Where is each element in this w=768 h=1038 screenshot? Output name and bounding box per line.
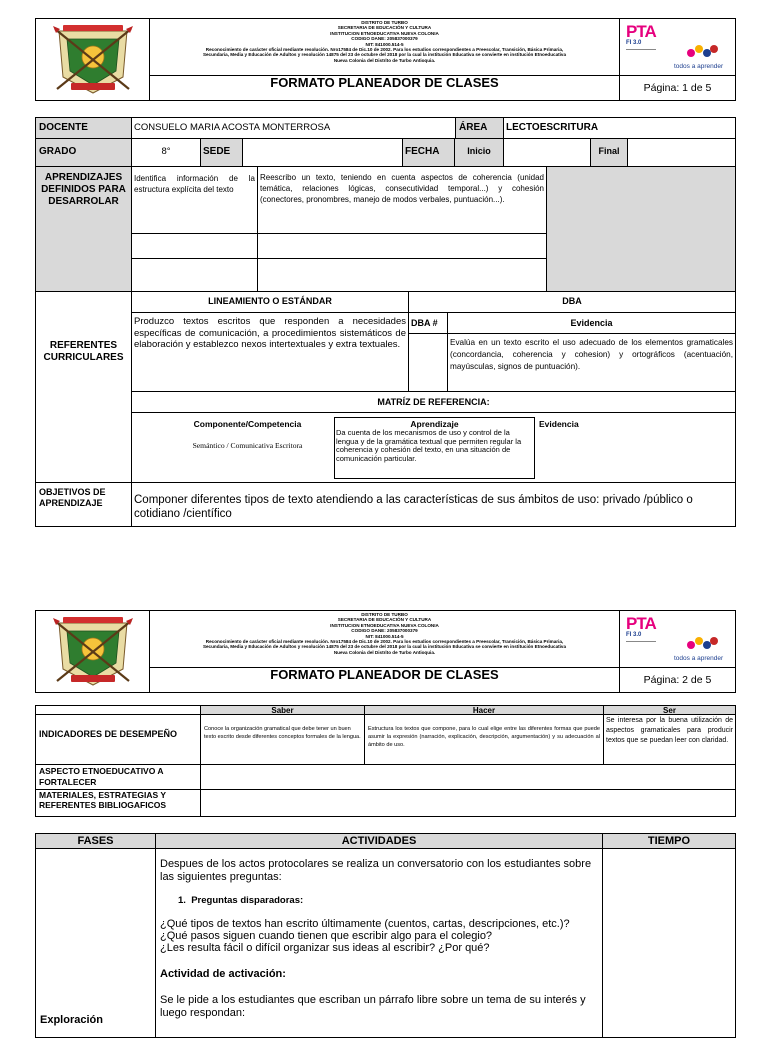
fases-label: FASES	[77, 835, 114, 847]
grado-value-cell	[131, 138, 201, 167]
institution-header-text	[150, 611, 619, 668]
inst-line: INSTITUCION ETNOEDUCATIVA NUEVA COLONIA	[330, 622, 439, 628]
fase-cell	[35, 848, 156, 1038]
inst-line: Nueva Colonia del Distrito de Turbo Antioquia.	[333, 649, 436, 655]
ser-text-cell	[603, 714, 736, 765]
form-title: FORMATO PLANEADOR DE CLASES	[270, 667, 499, 682]
aspecto-label: ASPECTO ETNOEDUCATIVO A FORTALECER	[39, 766, 164, 787]
sede-label-cell	[200, 138, 243, 167]
lineamiento-text: Produzco textos escritos que responden a necesidades específicas de comunicación, a procedimientos sistemáticos de elaboración y establezco nexos intertextuales y extra textuales.	[134, 316, 406, 350]
sede-label: SEDE	[203, 146, 231, 157]
fase-exploracion: Exploración	[40, 1014, 103, 1026]
final-label-cell	[590, 138, 628, 167]
aprendizaje-empty-cell	[257, 233, 547, 259]
form-title: FORMATO PLANEADOR DE CLASES	[270, 75, 499, 90]
dba-num-label: DBA #	[411, 318, 438, 328]
aprendizaje-empty-cell	[131, 233, 258, 259]
grado-value: 8°	[161, 146, 171, 157]
hacer-text-cell	[364, 714, 604, 765]
final-value-cell	[627, 138, 736, 167]
actividad-paragraph: Se le pide a los estudiantes que escriban un párrafo libre sobre un tema de su interés y luego respondan:	[160, 994, 586, 1019]
evidencia2-label: Evidencia	[539, 419, 579, 429]
fecha-label: FECHA	[405, 146, 440, 157]
inst-line: NIT: 841000.514-5	[365, 633, 404, 639]
docente-value-cell	[131, 117, 456, 139]
institution-block	[150, 611, 620, 692]
aprender-people-icon	[686, 43, 720, 59]
objetivos-label-cell	[35, 482, 132, 527]
matriz-header-cell	[131, 391, 736, 413]
docente-label-cell	[35, 117, 132, 139]
institution-block	[150, 19, 620, 100]
actividad-heading1-num: 1.	[178, 895, 186, 906]
header-page2	[35, 610, 736, 693]
materiales-label-cell	[35, 789, 201, 817]
indicadores-label-cell	[35, 714, 201, 765]
saber-text: Conoce la organización gramatical que debe tener un buen texto escrito desde diferentes conceptos formales de la lengua.	[204, 726, 361, 740]
inst-line: SECRETARIA DE EDUCACIÓN Y CULTURA	[337, 617, 432, 623]
evidencia-text-cell	[447, 333, 736, 392]
objetivos-label: OBJETIVOS DE APRENDIZAJE	[39, 487, 106, 508]
inst-line: CODIGO DANE: 205837000379	[351, 628, 418, 634]
aprendizaje2-cell	[257, 166, 547, 234]
tiempo-label: TIEMPO	[647, 835, 691, 847]
sede-value-cell	[242, 138, 403, 167]
grado-label: GRADO	[39, 146, 77, 157]
pta-logo-text: PTA	[626, 614, 656, 633]
actividades-header-cell	[155, 833, 603, 849]
docente-value: CONSUELO MARIA ACOSTA MONTERROSA	[134, 122, 331, 133]
inst-line: SECRETARIA DE EDUCACIÓN Y CULTURA	[337, 25, 432, 31]
inst-line: DISTRITO DE TURBO	[361, 20, 408, 25]
inst-line: DISTRITO DE TURBO	[361, 612, 408, 617]
ser-label: Ser	[663, 706, 676, 715]
school-crest-logo	[36, 19, 150, 100]
dba-header-cell	[408, 291, 736, 313]
actividad-heading1	[156, 883, 602, 906]
lineamiento-label: LINEAMIENTO O ESTÁNDAR	[208, 296, 332, 306]
area-label: ÁREA	[459, 122, 488, 133]
aprender-people-icon	[686, 635, 720, 651]
inst-line: Reconocimiento de carácter oficial mediante resolución. Nro17584 de Dic.10 de 2002. Para los estudios correspondientes a Preescolar, Transición, Básica Primaria,	[205, 47, 564, 53]
aspecto-label-cell	[35, 764, 201, 790]
pta-block	[620, 19, 735, 100]
hacer-text: Estructura los textos que compone, para lo cual elige entre las diferentes formas que puede asumir la expresión (narración, explicación, descripción, argumentación) y su adecuación al ámbito de uso.	[368, 726, 600, 748]
aprender-text: todos a aprender	[674, 655, 724, 662]
evidencia-text: Evalúa en un texto escrito el uso adecuado de los elementos gramaticales (concordancia, coherencia y cohesion) y ortográficos (acentuación, mayúsculas, signos de puntuación).	[450, 338, 733, 371]
institution-header-text	[150, 19, 619, 76]
inicio-label: Inicio	[467, 146, 491, 156]
pta-logo	[620, 611, 735, 668]
evidencia-header-cell	[447, 312, 736, 334]
fecha-label-cell	[402, 138, 455, 167]
aprendizaje-matriz-label: Aprendizaje	[410, 419, 459, 429]
ser-text: Se interesa por la buena utilización de aspectos gramaticales para producir textos que se puedan leer con claridad.	[606, 717, 733, 744]
materiales-label: MATERIALES, ESTRATEGIAS Y REFERENTES BIBLIOGAFICOS	[39, 790, 167, 810]
pta-rule	[626, 49, 656, 55]
objetivos-value-cell	[131, 482, 736, 527]
aprendizaje-matriz-cell	[334, 417, 535, 479]
actividad-heading1-text: Preguntas disparadoras:	[191, 895, 304, 906]
aprendizaje1-text: Identifica información de la estructura explícita del texto	[134, 174, 255, 194]
inst-line: Secundaria, Media y Educación de Adultos y resolución 14875 del 23 de octubre del 2018 por la cual la institución Educativa se convierte en institución Etnoeducativa	[202, 52, 567, 58]
dba-label: DBA	[562, 296, 582, 306]
school-crest-logo	[36, 611, 150, 692]
aprendizaje1-cell	[131, 166, 258, 234]
inst-line: Secundaria, Media y Educación de Adultos y resolución 14875 del 23 de octubre del 2018 por la cual la institución Educativa se convierte en institución Etnoeducativa	[202, 644, 567, 650]
grado-label-cell	[35, 138, 132, 167]
componente-value: Semántico / Comunicativa Escritora	[192, 441, 303, 450]
objetivos-value: Componer diferentes tipos de texto atendiendo a las características de sus ámbitos de uso: privado /público o cotidiano /científico	[134, 494, 693, 520]
area-value-cell	[503, 117, 736, 139]
actividad-question: ¿Qué pasos siguen cuando tienen que escribir algo para el colegio?	[160, 930, 493, 942]
referentes-label-cell	[35, 291, 132, 483]
actividades-label: ACTIVIDADES	[341, 835, 417, 847]
aspecto-value-cell	[200, 764, 736, 790]
pta-sub: FI 3.0	[626, 632, 642, 638]
aprendizajes-label: APRENDIZAJES DEFINIDOS PARA DESARROLAR	[41, 172, 126, 207]
actividad-intro: Despues de los actos protocolares se realiza un conversatorio con los estudiantes sobre las siguientes preguntas:	[160, 858, 592, 883]
aprendizaje-matriz-text: Da cuenta de los mecanismos de uso y control de la lengua y de la gramática textual que permiten regular la coherencia y cohesión del texto, en una situación de comunicación particular.	[336, 428, 522, 463]
tiempo-cell	[602, 848, 736, 1038]
dba-num-value-cell	[408, 333, 448, 392]
saber-text-cell	[200, 714, 365, 765]
docente-label: DOCENTE	[39, 122, 88, 133]
inst-line: NIT: 841000.514-5	[365, 41, 404, 47]
actividad-question: ¿Qué tipos de textos han escrito últimamente (cuentos, cartas, descripciones, etc.)?	[160, 918, 570, 930]
inst-line: CODIGO DANE: 205837000379	[351, 36, 418, 42]
inicio-label-cell	[454, 138, 504, 167]
area-label-cell	[455, 117, 504, 139]
lineamiento-text-cell	[131, 312, 409, 392]
saber-label: Saber	[271, 706, 294, 715]
aprendizaje2-text: Reescribo un texto, teniendo en cuenta aspectos de coherencia (unidad temática, relaciones lógicas, consecutividad temporal...) y cohesión (conectores, pronombres, manejo de modos verbales, puntuación...).	[260, 173, 544, 204]
aprendizajes-label-cell	[35, 166, 132, 292]
hacer-label: Hacer	[472, 706, 496, 715]
pta-logo	[620, 19, 735, 76]
matriz-label: MATRÍZ DE REFERENCIA:	[377, 397, 490, 407]
final-label: Final	[598, 146, 620, 156]
aprendizaje-empty-cell	[131, 258, 258, 292]
pta-block	[620, 611, 735, 692]
componente-label: Componente/Competencia	[193, 419, 302, 429]
actividad-question: ¿Les resulta fácil o difícil organizar sus ideas al escribir? ¿Por qué?	[160, 942, 490, 954]
fases-header-cell	[35, 833, 156, 849]
inicio-value-cell	[503, 138, 591, 167]
pta-rule	[626, 641, 656, 647]
page-number: Página: 2 de 5	[643, 674, 712, 686]
page-number: Página: 1 de 5	[643, 82, 712, 94]
pta-logo-text: PTA	[626, 22, 656, 41]
dba-num-cell	[408, 312, 448, 334]
tiempo-header-cell	[602, 833, 736, 849]
referentes-label: REFERENTES CURRICULARES	[43, 340, 124, 363]
pta-sub: FI 3.0	[626, 40, 642, 46]
area-value: LECTOESCRITURA	[506, 122, 599, 133]
materiales-value-cell	[200, 789, 736, 817]
aprendizaje-side-cell	[546, 166, 736, 292]
indicadores-label: INDICADORES DE DESEMPEÑO	[39, 729, 178, 739]
inst-line: Reconocimiento de carácter oficial mediante resolución. Nro17584 de Dic.10 de 2002. Para los estudios correspondientes a Preescolar, Transición, Básica Primaria,	[205, 639, 564, 645]
aprender-text: todos a aprender	[674, 63, 724, 70]
inst-line: Nueva Colonia del Distrito de Turbo Antioquia.	[333, 57, 436, 63]
header-page1	[35, 18, 736, 101]
actividades-cell	[155, 848, 603, 1038]
inst-line: INSTITUCION ETNOEDUCATIVA NUEVA COLONIA	[330, 30, 439, 36]
actividad-heading2: Actividad de activación:	[160, 968, 286, 980]
evidencia-label: Evidencia	[570, 318, 613, 328]
lineamiento-header-cell	[131, 291, 409, 313]
aprendizaje-empty-cell	[257, 258, 547, 292]
